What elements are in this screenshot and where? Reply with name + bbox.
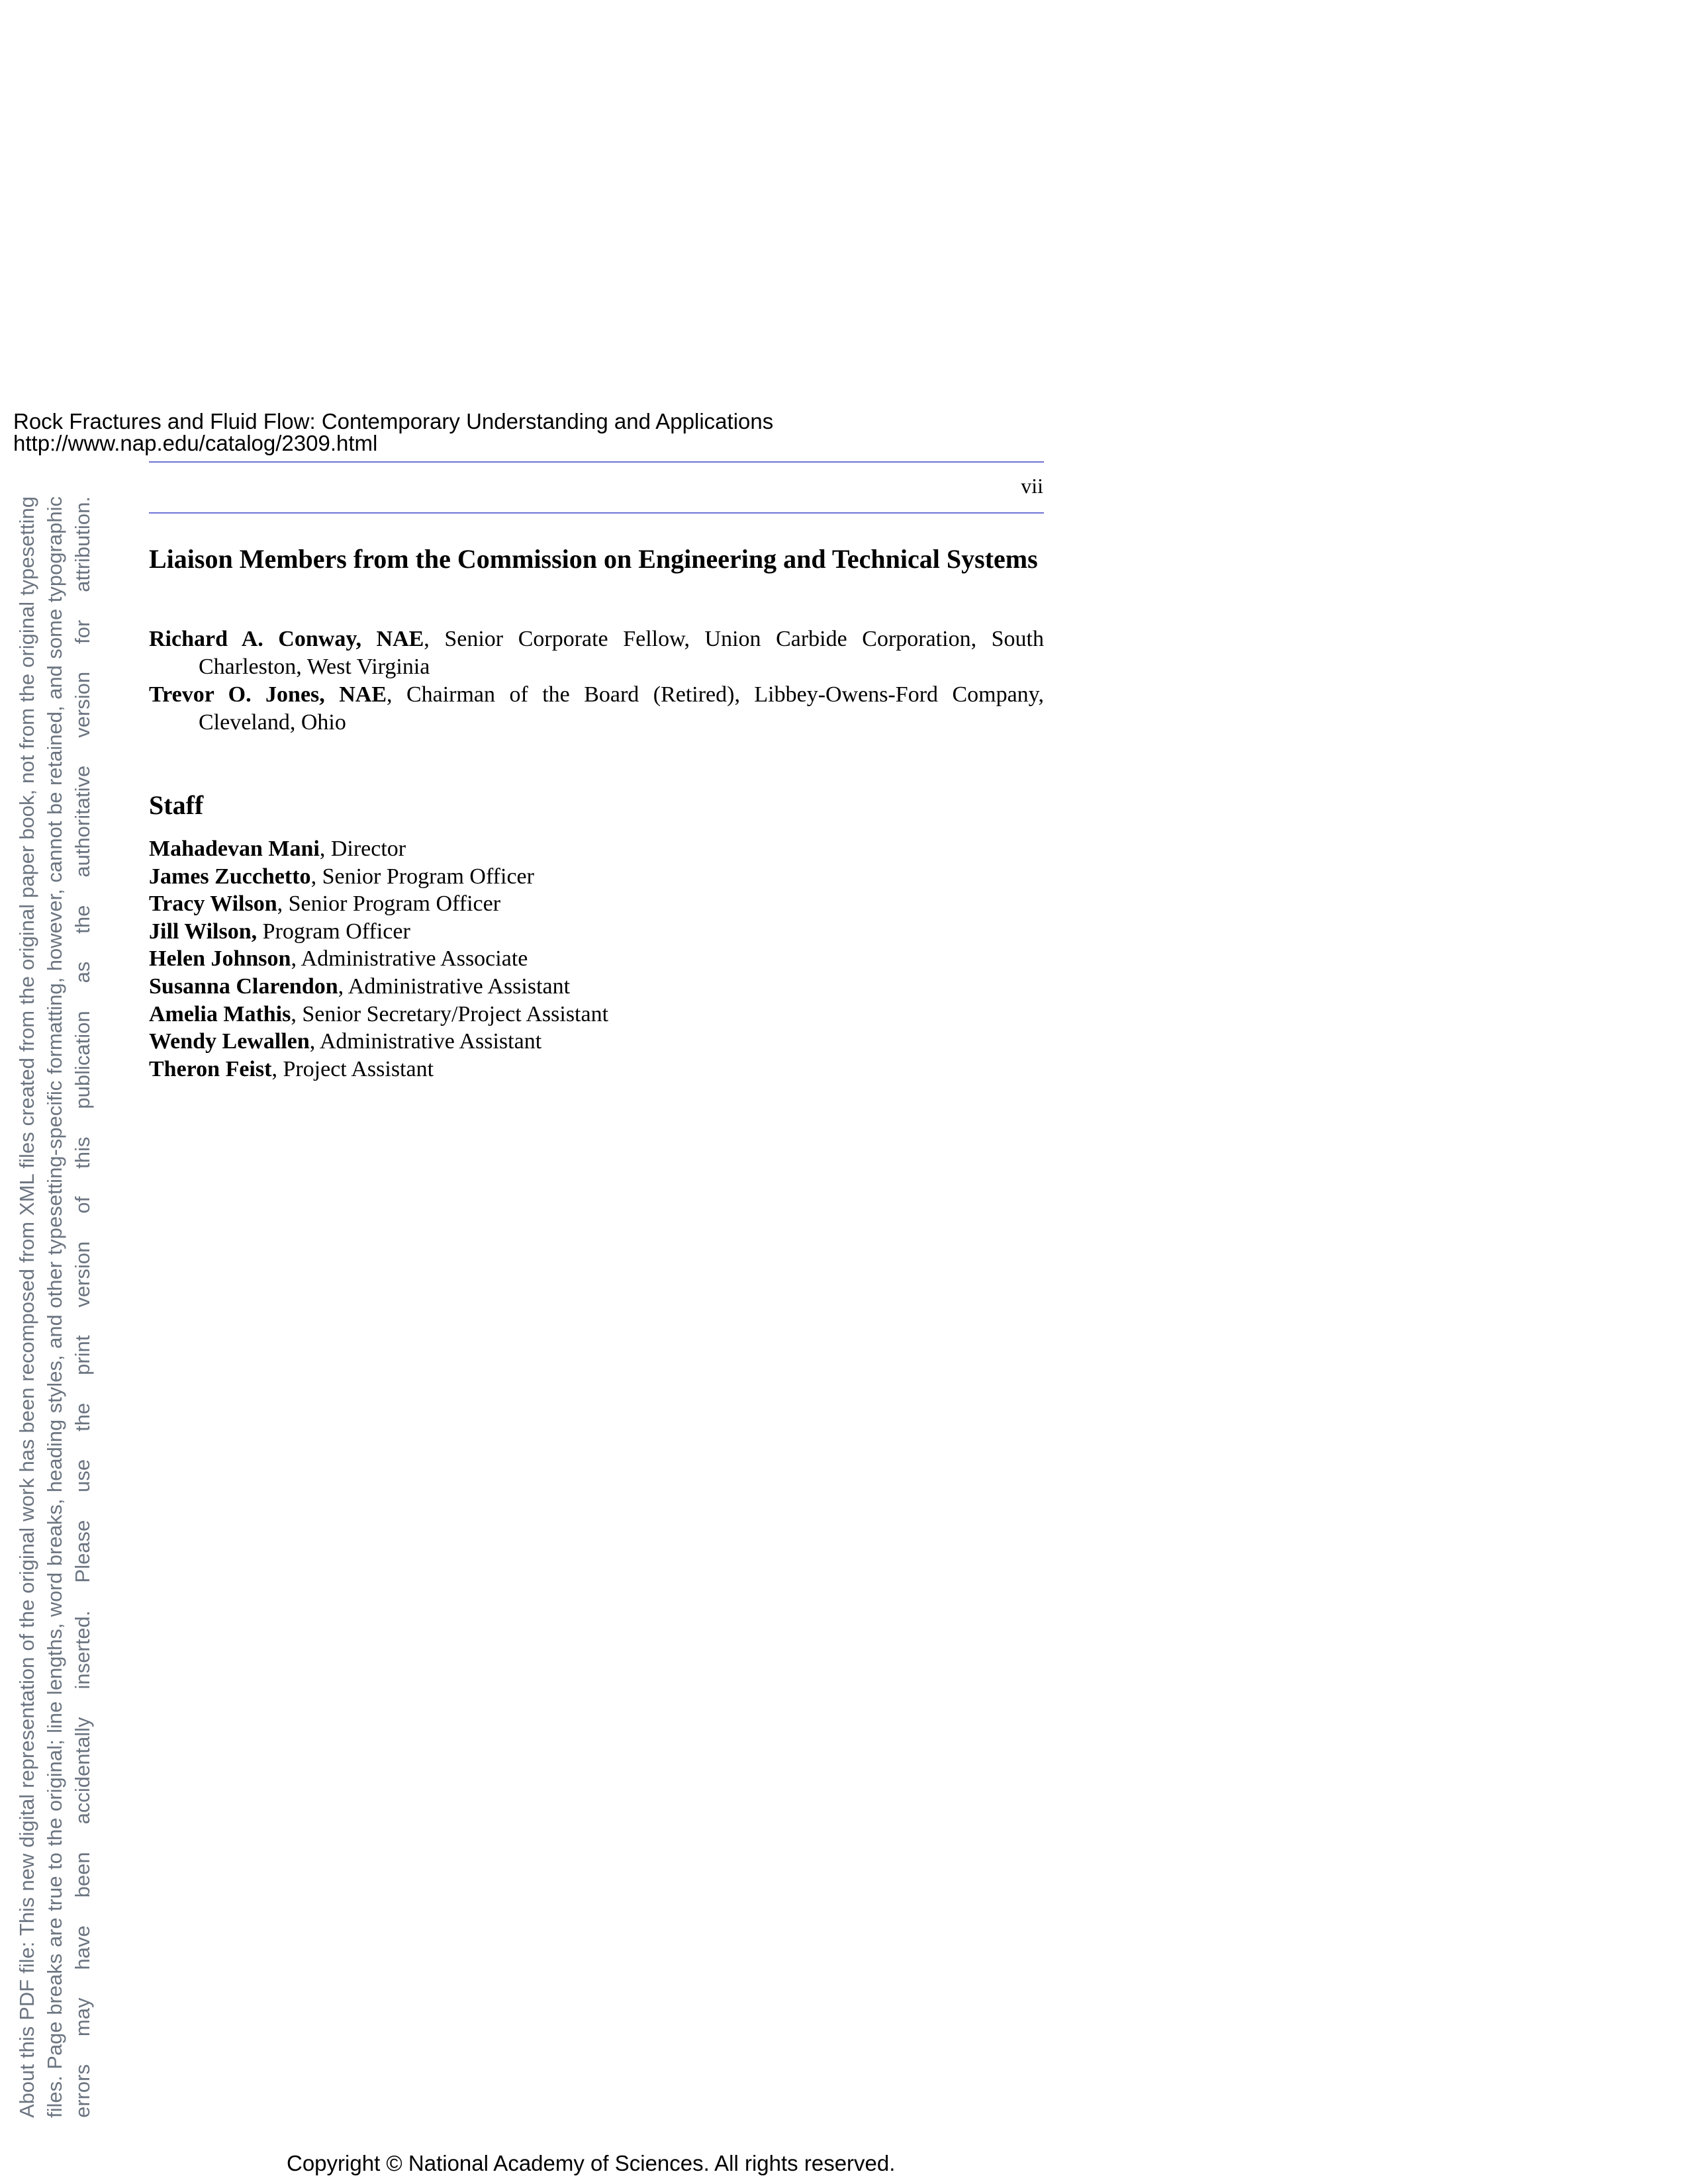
staff-entry	[149, 945, 1044, 973]
staff-role: , Senior Program Officer	[310, 864, 534, 889]
staff-role: , Administrative Assistant	[309, 1029, 542, 1054]
liaison-entry	[149, 625, 1044, 681]
staff-name: Jill Wilson,	[149, 919, 258, 944]
staff-name: James Zucchetto	[149, 864, 311, 889]
staff-list	[149, 835, 1044, 1083]
staff-role: , Administrative Assistant	[338, 974, 571, 999]
staff-entry	[149, 835, 1044, 863]
header-rule-top	[149, 461, 1044, 463]
staff-role: , Senior Program Officer	[277, 891, 501, 917]
staff-entry	[149, 1056, 1044, 1083]
staff-name: Theron Feist	[149, 1056, 272, 1081]
copyright-footer: Copyright © National Academy of Sciences. All rights reserved.	[287, 2151, 896, 2175]
staff-role: , Administrative Associate	[291, 946, 528, 972]
liaison-detail: , Senior Corporate Fellow, Union Carbide Corporation, South Charleston, West Virginia	[199, 627, 1044, 679]
staff-name: Tracy Wilson	[149, 891, 277, 917]
staff-name: Helen Johnson	[149, 946, 291, 972]
staff-role: , Senior Secretary/Project Assistant	[291, 1001, 609, 1026]
staff-role: , Project Assistant	[271, 1056, 434, 1081]
liaison-detail: , Chairman of the Board (Retired), Libbey-Owens-Ford Company, Cleveland, Ohio	[199, 682, 1044, 735]
staff-role: Program Officer	[257, 919, 410, 944]
staff-entry	[149, 918, 1044, 946]
liaison-name: Trevor O. Jones, NAE	[149, 682, 387, 707]
liaison-entry	[149, 681, 1044, 737]
staff-entry	[149, 863, 1044, 891]
liaison-heading: Liaison Members from the Commission on Engineering and Technical Systems	[149, 544, 1038, 574]
staff-role: , Director	[319, 837, 406, 861]
header-rule-bottom	[149, 512, 1044, 514]
page-number: vii	[1021, 474, 1043, 498]
staff-entry	[149, 1001, 1044, 1028]
liaison-list	[149, 625, 1044, 737]
staff-name: Mahadevan Mani	[149, 837, 320, 861]
book-url[interactable]: http://www.nap.edu/catalog/2309.html	[13, 431, 378, 455]
staff-entry	[149, 1028, 1044, 1056]
staff-name: Wendy Lewallen	[149, 1029, 310, 1054]
staff-name: Amelia Mathis	[149, 1001, 291, 1026]
staff-name: Susanna Clarendon	[149, 974, 338, 999]
book-title: Rock Fractures and Fluid Flow: Contemporary Understanding and Applications	[13, 409, 774, 433]
staff-heading: Staff	[149, 790, 204, 820]
staff-entry	[149, 890, 1044, 918]
liaison-name: Richard A. Conway, NAE	[149, 627, 424, 651]
pdf-disclaimer-note: About this PDF file: This new digital representation of the original work has been recomposed from XML files created from the original paper book, not from the original typesetting files. Page breaks are true to the original; line lengths, word breaks, heading styles, and other typesetting-specific formatting, however, cannot be retained, and some typographic errors may have been accidentally inserted. Please use the print version of this publication as the authoritative version for attribution.	[15, 496, 94, 2118]
staff-entry	[149, 973, 1044, 1001]
